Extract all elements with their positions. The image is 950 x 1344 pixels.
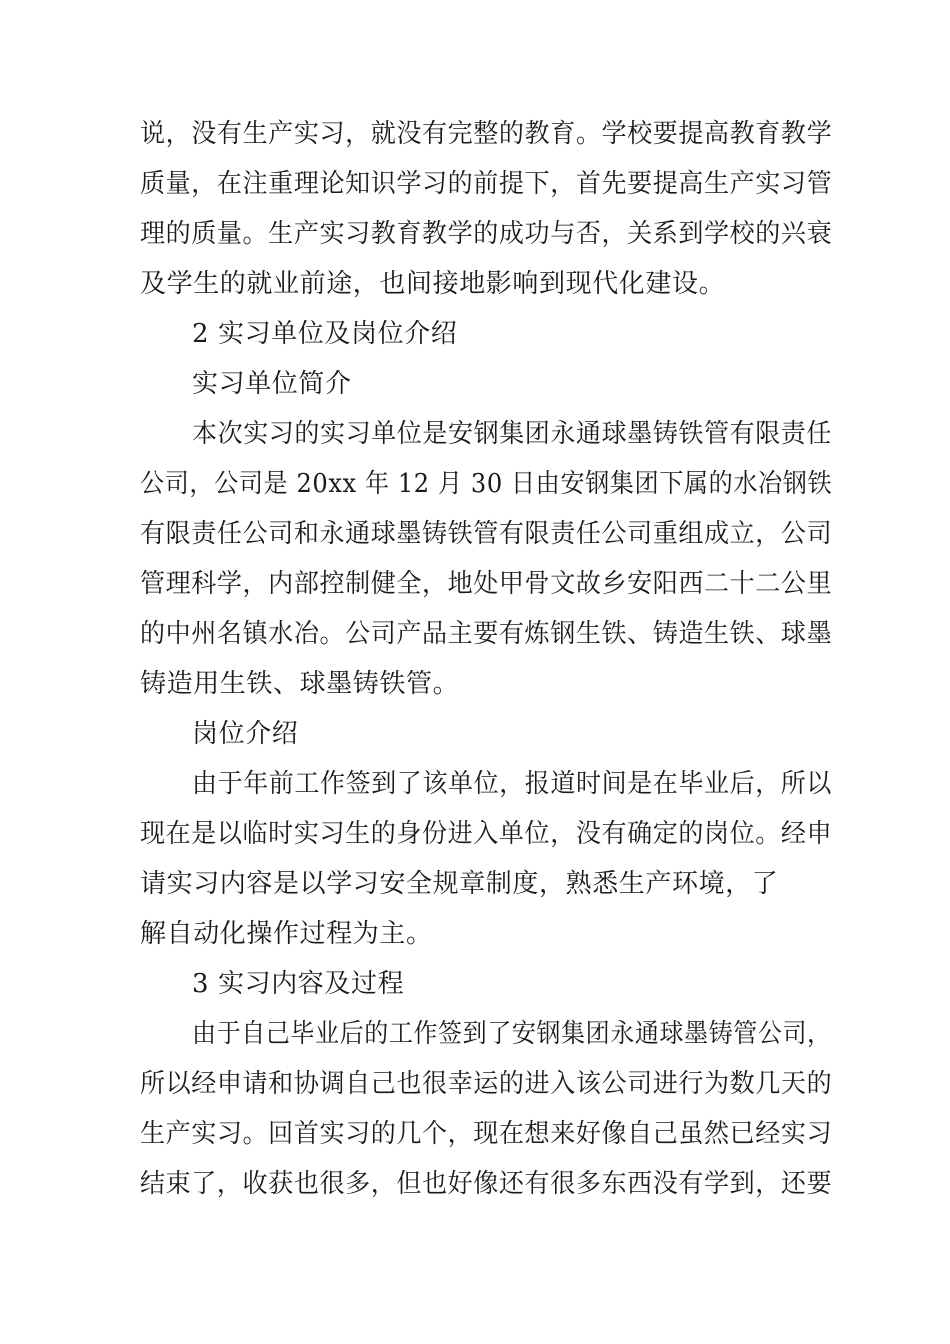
text-line: 结束了，收获也很多，但也好像还有很多东西没有学到，还要	[140, 1169, 833, 1199]
text-line: 请实习内容是以学习安全规章制度，熟悉生产环境，了	[140, 869, 779, 899]
text-line: 生产实习。回首实习的几个，现在想来好像自己虽然已经实习	[140, 1119, 833, 1149]
text-line: 由于年前工作签到了该单位，报道时间是在毕业后，所以	[192, 769, 833, 799]
subsection-heading: 实习单位简介	[192, 369, 352, 399]
text-line: 有限责任公司和永通球墨铸铁管有限责任公司重组成立，公司	[140, 519, 833, 549]
section-heading: 2 实习单位及岗位介绍	[192, 319, 458, 349]
text-line: 解自动化操作过程为主。	[140, 919, 433, 949]
text-line: 及学生的就业前途，也间接地影响到现代化建设。	[140, 269, 726, 299]
subsection-heading: 岗位介绍	[192, 719, 299, 749]
text-line: 说，没有生产实习，就没有完整的教育。学校要提高教育教学	[140, 119, 833, 149]
text-line: 理的质量。生产实习教育教学的成功与否，关系到学校的兴衰	[140, 219, 833, 249]
section-heading: 3 实习内容及过程	[192, 969, 405, 999]
text-line: 铸造用生铁、球墨铸铁管。	[140, 669, 460, 699]
text-line: 管理科学，内部控制健全，地处甲骨文故乡安阳西二十二公里	[140, 569, 833, 599]
text-line: 由于自己毕业后的工作签到了安钢集团永通球墨铸管公司，	[192, 1019, 832, 1049]
text-line: 的中州名镇水冶。公司产品主要有炼钢生铁、铸造生铁、球墨	[140, 619, 833, 649]
text-line: 本次实习的实习单位是安钢集团永通球墨铸铁管有限责任	[192, 419, 833, 449]
text-line: 现在是以临时实习生的身份进入单位，没有确定的岗位。经申	[140, 819, 833, 849]
text-line: 质量，在注重理论知识学习的前提下，首先要提高生产实习管	[140, 169, 833, 199]
text-line: 所以经申请和协调自己也很幸运的进入该公司进行为数几天的	[140, 1069, 833, 1099]
text-line: 公司，公司是 20xx 年 12 月 30 日由安钢集团下属的水冶钢铁	[140, 469, 833, 499]
